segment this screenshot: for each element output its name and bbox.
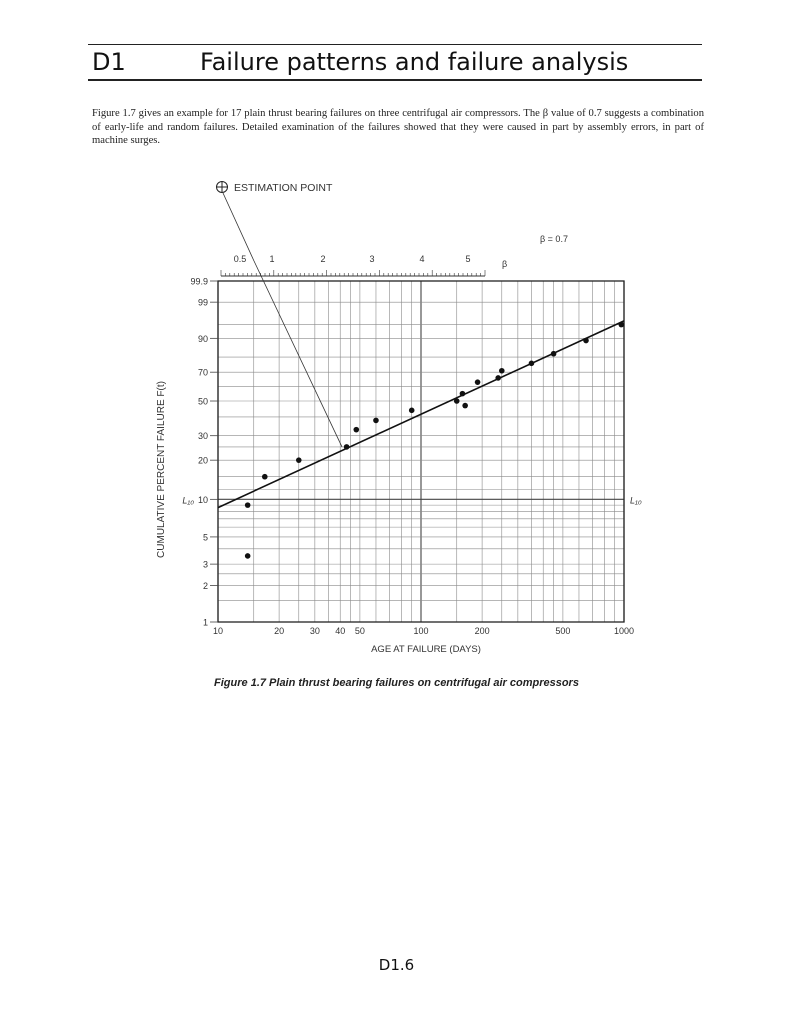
estimation-construction-line: [254, 261, 342, 447]
data-point: [245, 553, 251, 559]
y-tick-label: 30: [197, 431, 208, 442]
y-tick-label: 90: [197, 333, 208, 344]
data-point: [619, 322, 625, 328]
data-point: [583, 338, 589, 344]
beta-scale-label: 2: [320, 254, 326, 264]
section-code: D1: [92, 48, 126, 76]
x-tick-label: 30: [309, 626, 320, 636]
x-tick-label: 20: [274, 626, 285, 636]
l10-label-right: L₁₀: [630, 495, 642, 506]
data-point: [475, 379, 481, 385]
y-tick-label: 5: [202, 532, 208, 543]
data-point: [409, 408, 415, 414]
beta-scale-label: 0.5: [233, 254, 247, 264]
page-number: D1.6: [378, 956, 415, 974]
y-tick-label: 1: [202, 617, 208, 628]
x-axis-title: AGE AT FAILURE (DAYS): [371, 644, 481, 655]
beta-annotation: β = 0.7: [540, 234, 568, 244]
x-tick-label: 50: [354, 626, 365, 636]
data-point: [245, 502, 251, 508]
chart-tick-labels: [156, 277, 634, 656]
header-rule-top: [88, 44, 702, 45]
header-rule-bottom: [88, 79, 702, 81]
beta-scale-label: 4: [419, 254, 425, 264]
data-point: [353, 427, 359, 433]
data-point: [373, 418, 379, 424]
x-tick-label: 200: [474, 626, 490, 636]
beta-scale-label: 3: [369, 254, 375, 264]
chart-grid: [218, 281, 624, 622]
data-point: [454, 398, 460, 404]
y-tick-label: 20: [197, 455, 208, 466]
x-tick-label: 10: [212, 626, 224, 636]
x-tick-label: 500: [555, 626, 571, 636]
data-point: [551, 351, 557, 357]
y-tick-label: 2: [202, 581, 208, 592]
data-point: [296, 457, 302, 463]
data-point: [462, 403, 468, 409]
weibull-chart: [0, 170, 793, 670]
data-point: [529, 361, 535, 367]
x-tick-label: 40: [335, 626, 346, 636]
data-point: [499, 368, 505, 374]
estimation-leader-line: [223, 193, 254, 261]
l10-label-left: L₁₀: [182, 495, 194, 506]
y-tick-label: 99: [197, 297, 208, 308]
y-tick-label: 50: [197, 396, 208, 407]
data-point: [495, 375, 501, 381]
data-points: [245, 322, 624, 559]
beta-scale-title: β: [502, 259, 508, 269]
beta-scale-label: 5: [465, 254, 471, 264]
data-point: [344, 444, 350, 450]
data-point: [262, 474, 268, 480]
x-tick-label: 1000: [613, 626, 635, 636]
section-title: Failure patterns and failure analysis: [200, 48, 629, 76]
estimation-point-label: ESTIMATION POINT: [234, 182, 333, 194]
x-tick-label: 100: [413, 626, 429, 636]
y-tick-label: 3: [202, 559, 208, 570]
y-tick-label: 99.9: [190, 276, 208, 287]
y-axis-title: CUMULATIVE PERCENT FAILURE F(t): [156, 381, 167, 558]
beta-scale-label: 1: [269, 254, 275, 264]
y-tick-label: 10: [197, 494, 208, 505]
data-point: [460, 391, 466, 397]
chart-overlay: [182, 182, 641, 506]
figure-caption: Figure 1.7 Plain thrust bearing failures on centrifugal air compressors: [214, 677, 579, 689]
y-tick-label: 70: [197, 367, 208, 378]
intro-paragraph: Figure 1.7 gives an example for 17 plain thrust bearing failures on three centrifugal air compressors. The β value of 0.7 suggests a combination of early-life and random failures. Detailed examination of the failures showed that they were caused in part by assembly errors, in part of machine surges.: [92, 108, 704, 146]
